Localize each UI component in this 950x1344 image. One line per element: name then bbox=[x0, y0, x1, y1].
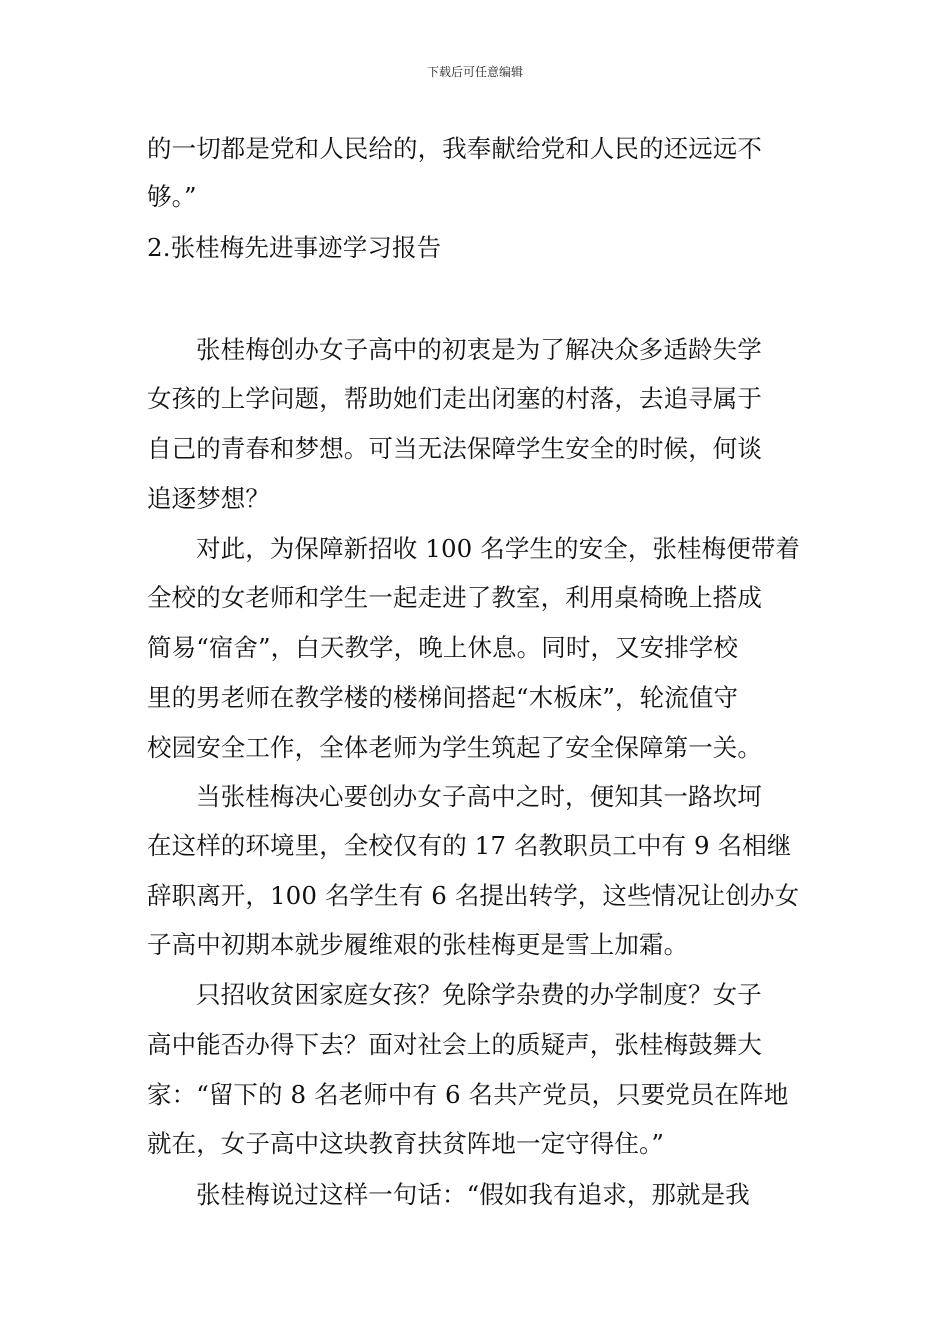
paragraph-first-line: 张桂梅创办女子高中的初衷是为了解决众多适龄失学 bbox=[196, 335, 762, 364]
text-line: 的一切都是党和人民给的，我奉献给党和人民的还远远不 bbox=[147, 134, 762, 163]
text-line: 追逐梦想？ bbox=[147, 484, 270, 513]
text-line: 自己的青春和梦想。可当无法保障学生安全的时候，何谈 bbox=[147, 434, 762, 463]
text-line: 在这样的环境里，全校仅有的 17 名教职员工中有 9 名相继 bbox=[147, 831, 792, 860]
text-line: 家：“留下的 8 名老师中有 6 名共产党员，只要党员在阵地 bbox=[147, 1080, 789, 1109]
text-line: 够。” bbox=[147, 182, 197, 211]
text-line: 简易“宿舍”，白天教学，晚上休息。同时，又安排学校 bbox=[147, 633, 739, 662]
paragraph-first-line: 当张桂梅决心要创办女子高中之时，便知其一路坎坷 bbox=[196, 782, 762, 811]
text-line: 子高中初期本就步履维艰的张桂梅更是雪上加霜。 bbox=[147, 930, 689, 959]
text-line: 里的男老师在教学楼的楼梯间搭起“木板床”，轮流值守 bbox=[147, 683, 739, 712]
text-line: 就在，女子高中这块教育扶贫阵地一定守得住。” bbox=[147, 1129, 664, 1158]
text-line: 全校的女老师和学生一起走进了教室，利用桌椅晚上搭成 bbox=[147, 583, 762, 612]
text-line: 校园安全工作，全体老师为学生筑起了安全保障第一关。 bbox=[147, 733, 762, 762]
section-heading: 2.张桂梅先进事迹学习报告 bbox=[147, 233, 442, 262]
paragraph-first-line: 对此，为保障新招收 100 名学生的安全，张桂梅便带着 bbox=[196, 534, 801, 563]
page-header: 下载后可任意编辑 bbox=[426, 65, 523, 79]
paragraph-first-line: 张桂梅说过这样一句话：“假如我有追求，那就是我 bbox=[196, 1180, 750, 1209]
paragraph-first-line: 只招收贫困家庭女孩？免除学杂费的办学制度？女子 bbox=[196, 980, 762, 1009]
text-line: 高中能否办得下去？面对社会上的质疑声，张桂梅鼓舞大 bbox=[147, 1030, 762, 1059]
text-line: 辞职离开，100 名学生有 6 名提出转学，这些情况让创办女 bbox=[147, 881, 800, 910]
text-line: 女孩的上学问题，帮助她们走出闭塞的村落，去追寻属于 bbox=[147, 384, 762, 413]
